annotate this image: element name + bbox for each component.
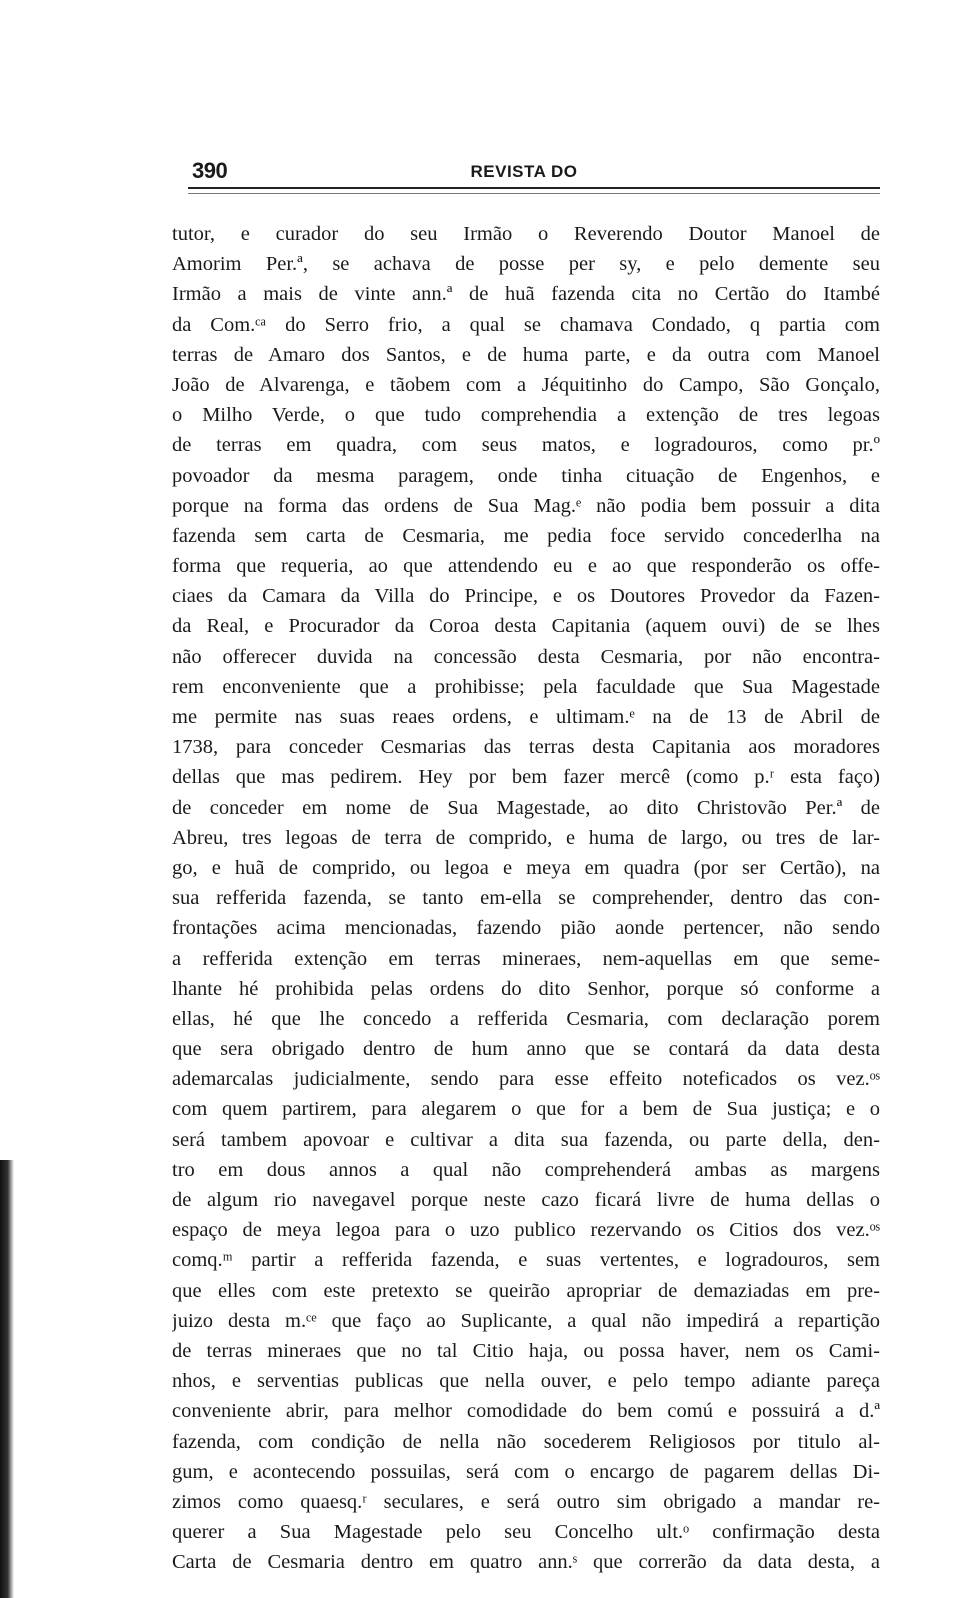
text-line: o Milho Verde, o que tudo comprehendia a extenção de tres legoas: [172, 404, 880, 427]
text-line: de conceder em nome de Sua Magestade, ao dito Christovão Per.ª de: [172, 796, 880, 819]
text-line: me permite nas suas reaes ordens, e ultimam.ᵉ na de 13 de Abril de: [172, 706, 880, 728]
text-line: conveniente abrir, para melhor comodidade do bem comú e possuirá a d.ª: [172, 1400, 880, 1423]
text-line: frontações acima mencionadas, fazendo pião aonde pertencer, não sendo: [172, 917, 880, 940]
text-line: ademarcalas judicialmente, sendo para esse effeito noteficados os vez.ᵒˢ: [172, 1068, 880, 1091]
text-line: povoador da mesma paragem, onde tinha cituação de Engenhos, e: [172, 464, 880, 487]
text-line: ellas, hé que lhe concedo a refferida Cesmaria, com declaração porem: [172, 1007, 880, 1030]
text-line: fazenda, com condição de nella não socederem Religiosos por titulo al-: [172, 1430, 880, 1453]
page-number: 390: [192, 158, 228, 183]
text-line: João de Alvarenga, e tãobem com a Jéquitinho do Campo, São Gonçalo,: [172, 373, 880, 396]
text-line: rem enconveniente que a prohibisse; pela faculdade que Sua Magestade: [172, 675, 880, 698]
text-line: zimos como quaesq.ʳ seculares, e será outro sim obrigado a mandar re-: [172, 1490, 880, 1513]
text-line: forma que requeria, ao que attendendo eu e ao que responderão os offe-: [172, 555, 880, 578]
text-line: terras de Amaro dos Santos, e de huma parte, e da outra com Manoel: [172, 343, 880, 366]
text-line: será tambem apovoar e cultivar a dita sua fazenda, ou parte della, den-: [172, 1128, 880, 1151]
header-rule: [188, 187, 880, 194]
text-line: Irmão a mais de vinte ann.ª de huã fazenda cita no Certão do Itambé: [172, 283, 880, 306]
page-header: [170, 158, 878, 188]
text-line: Amorim Per.ª, se achava de posse per sy, e pelo demente seu: [172, 253, 880, 276]
text-line: de terras em quadra, com seus matos, e logradouros, como pr.º: [172, 434, 880, 457]
text-line: que elles com este pretexto se queirão apropriar de demaziadas em pre-: [172, 1279, 880, 1302]
text-line: de terras mineraes que no tal Citio haja, ou possa haver, nem os Cami-: [172, 1339, 880, 1362]
text-line: sua refferida fazenda, se tanto em-ella se comprehender, dentro das con-: [172, 887, 880, 910]
text-line: lhante hé prohibida pelas ordens do dito Senhor, porque só conforme a: [172, 977, 880, 1000]
text-line: que sera obrigado dentro de hum anno que se contará da data desta: [172, 1038, 880, 1061]
text-line: dellas que mas pedirem. Hey por bem fazer mercê (como p.ʳ esta faço): [172, 766, 880, 789]
text-line: gum, e acontecendo possuilas, será com o encargo de pagarem dellas Di-: [172, 1460, 880, 1483]
text-line: a refferida extenção em terras mineraes, nem-aquellas em que seme-: [172, 947, 880, 970]
text-line: ciaes da Camara da Villa do Principe, e os Doutores Provedor da Fazen-: [172, 585, 880, 608]
text-line: de algum rio navegavel porque neste cazo ficará livre de huma dellas o: [172, 1189, 880, 1211]
text-line: Abreu, tres legoas de terra de comprido, e huma de largo, ou tres de lar-: [172, 826, 880, 849]
text-line: com quem partirem, para alegarem o que for a bem de Sua justiça; e o: [172, 1098, 880, 1121]
body-text: [172, 219, 880, 1577]
text-line: go, e huã de comprido, ou legoa e meya em quadra (por ser Certão), na: [172, 856, 880, 879]
text-line: tutor, e curador do seu Irmão o Reverendo Doutor Manoel de: [172, 223, 880, 245]
text-line: nhos, e serventias publicas que nella ouver, e pelo tempo adiante pareça: [172, 1370, 880, 1393]
running-title: REVISTA DO: [470, 162, 578, 181]
text-line: 1738, para conceder Cesmarias das terras desta Capitania aos moradores: [172, 736, 880, 759]
text-line: não offerecer duvida na concessão desta Cesmaria, por não encontra-: [172, 645, 880, 668]
text-line: da Real, e Procurador da Coroa desta Capitania (aquem ouvi) de se lhes: [172, 615, 880, 638]
text-line: fazenda sem carta de Cesmaria, me pedia foce servido concederlha na: [172, 524, 880, 547]
text-line: tro em dous annos a qual não comprehenderá ambas as margens: [172, 1158, 880, 1181]
text-line: porque na forma das ordens de Sua Mag.ᵉ não podia bem possuir a dita: [172, 494, 880, 517]
text-line: juizo desta m.ᶜᵉ que faço ao Suplicante, a qual não impedirá a repartição: [172, 1309, 880, 1332]
text-line: da Com.ᶜᵃ do Serro frio, a qual se chamava Condado, q partia com: [172, 313, 880, 336]
text-line: Carta de Cesmaria dentro em quatro ann.ˢ que correrão da data desta, a: [172, 1551, 880, 1574]
binding-shadow: [0, 1160, 14, 1598]
text-line: querer a Sua Magestade pelo seu Concelho ult.ᵒ confirmação desta: [172, 1521, 880, 1544]
text-line: comq.ᵐ partir a refferida fazenda, e suas vertentes, e logradouros, sem: [172, 1249, 880, 1272]
text-line: espaço de meya legoa para o uzo publico rezervando os Citios dos vez.ᵒˢ: [172, 1219, 880, 1242]
